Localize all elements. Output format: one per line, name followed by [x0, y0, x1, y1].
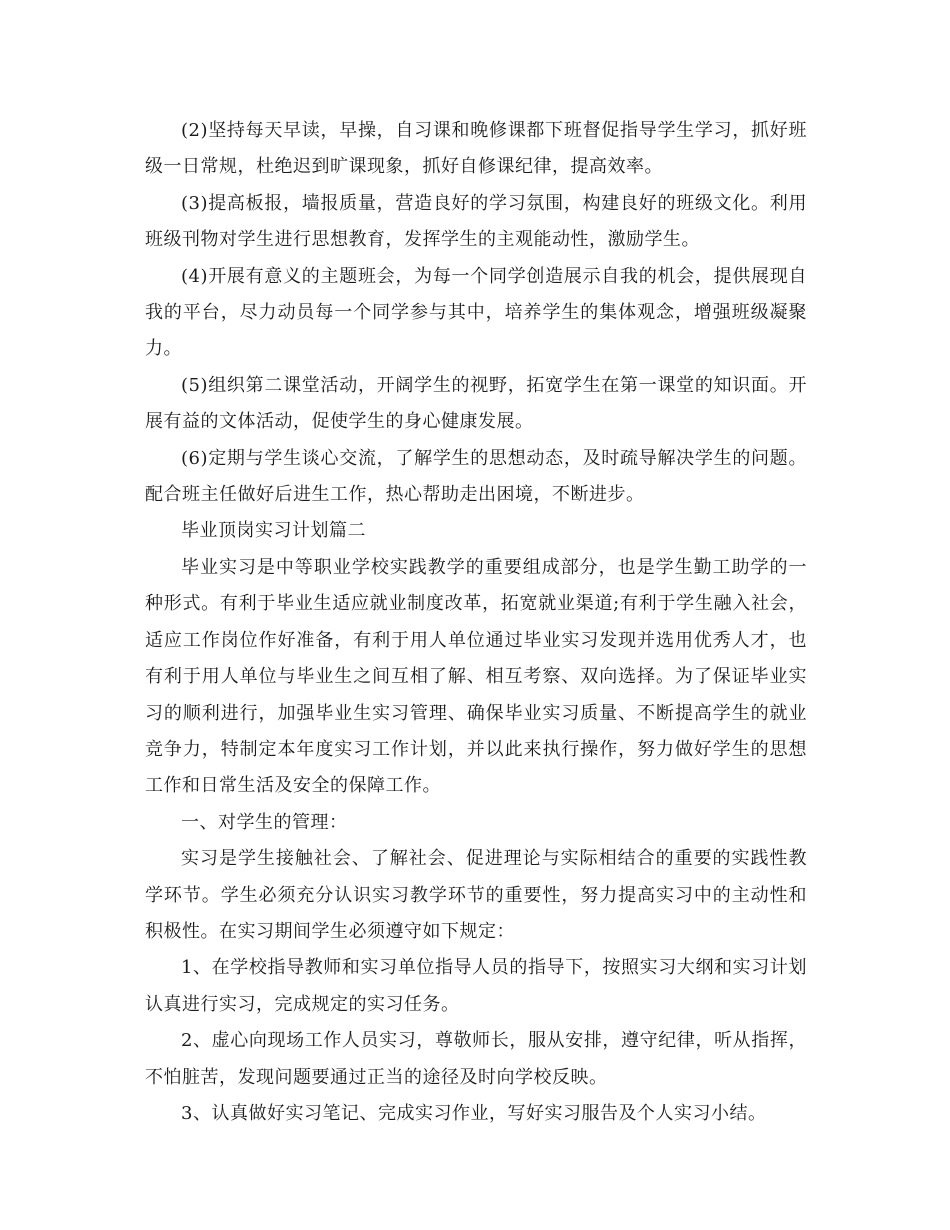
rule-item-1: 1、在学校指导教师和实习单位指导人员的指导下，按照实习大纲和实习计划认真进行实习，完成规定的实习任务。 — [145, 957, 807, 1015]
intro-paragraph: 毕业实习是中等职业学校实践教学的重要组成部分，也是学生勤工助学的一种形式。有利于毕业生适应就业制度改革，拓宽就业渠道;有利于学生融入社会，适应工作岗位作好准备，有利于用人单位通过毕业实习发现并选用优秀人才，也有利于用人单位与毕业生之间互相了解、相互考察、双向选择。为了保证毕业实习的顺利进行，加强毕业生实习管理、确保毕业实习质量、不断提高学生的就业竞争力，特制定本年度实习工作计划，并以此来执行操作，努力做好学生的思想工作和日常生活及安全的保障工作。 — [145, 556, 807, 797]
subsection-heading: 一、对学生的管理： — [181, 811, 348, 833]
paragraph-item-5: (5)组织第二课堂活动，开阔学生的视野，拓宽学生在第一课堂的知识面。开展有益的文体活动，促使学生的身心健康发展。 — [145, 374, 807, 433]
rules-intro-paragraph: 实习是学生接触社会、了解社会、促进理论与实际相结合的重要的实践性教学环节。学生必须充分认识实习教学环节的重要性，努力提高实习中的主动性和积极性。在实习期间学生必须遵守如下规定： — [145, 848, 807, 942]
paragraph-item-4: (4)开展有意义的主题班会，为每一个同学创造展示自我的机会，提供展现自我的平台，尽力动员每一个同学参与其中，培养学生的集体观念，增强班级凝聚力。 — [145, 265, 807, 360]
paragraph-item-3: (3)提高板报，墙报质量，营造良好的学习氛围，构建良好的班级文化。利用班级刊物对学生进行思想教育，发挥学生的主观能动性，激励学生。 — [145, 192, 807, 251]
rule-item-2: 2、虚心向现场工作人员实习，尊敬师长，服从安排，遵守纪律，听从指挥，不怕脏苦，发现问题要通过正当的途径及时向学校反映。 — [145, 1030, 807, 1088]
rule-item-3: 3、认真做好实习笔记、完成实习作业，写好实习服告及个人实习小结。 — [181, 1102, 767, 1124]
section-heading: 毕业顶岗实习计划篇二 — [181, 520, 366, 542]
paragraph-item-6: (6)定期与学生谈心交流，了解学生的思想动态，及时疏导解决学生的问题。配合班主任做好后进生工作，热心帮助走出困境，不断进步。 — [145, 447, 807, 506]
paragraph-item-2: (2)坚持每天早读，早操，自习课和晚修课都下班督促指导学生学习，抓好班级一日常规，杜绝迟到旷课现象，抓好自修课纪律，提高效率。 — [145, 120, 807, 178]
document-body — [145, 113, 807, 1132]
